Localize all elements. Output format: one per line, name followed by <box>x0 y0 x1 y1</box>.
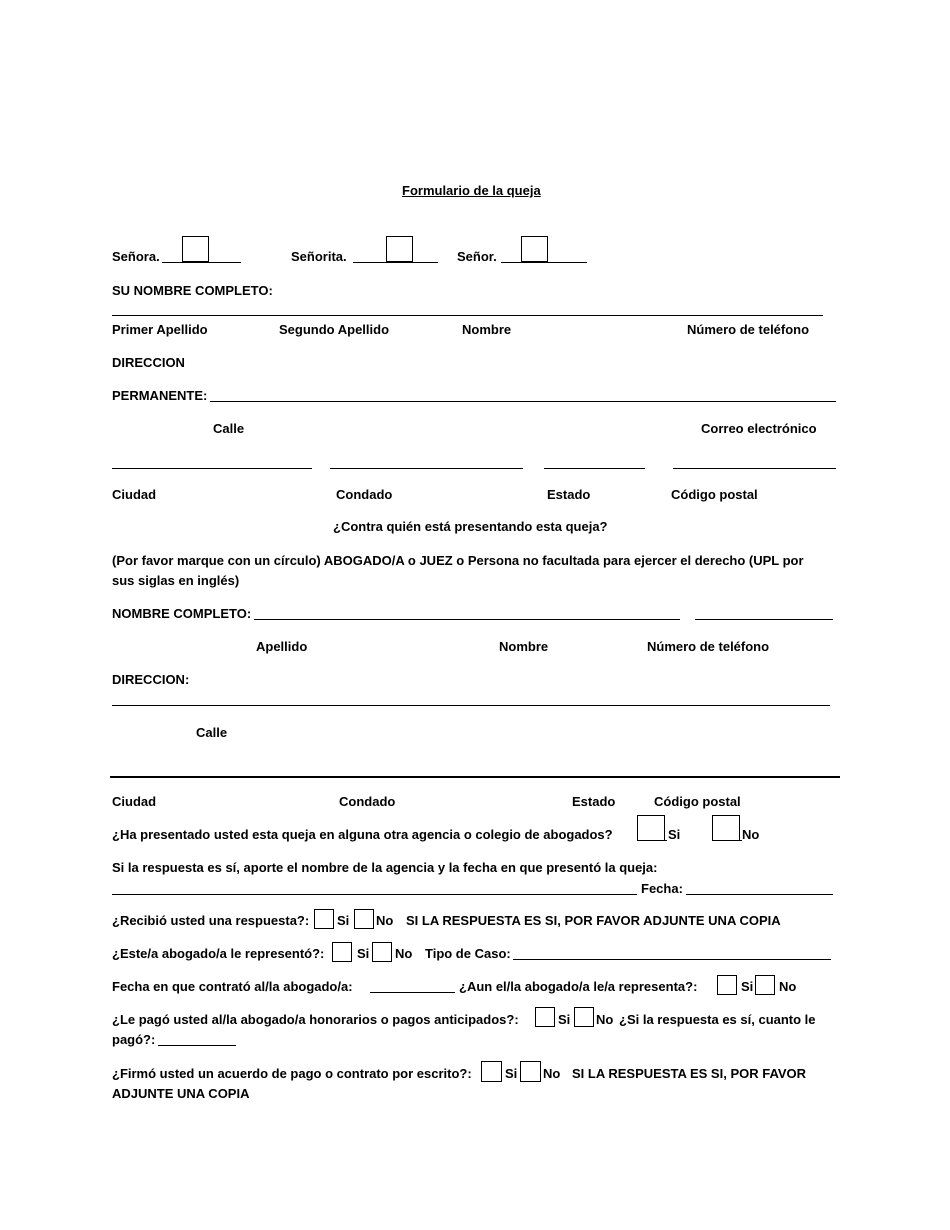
q5-no-label: No <box>779 979 797 994</box>
respondent-codigo-postal-label: Código postal <box>654 794 741 809</box>
estado-field[interactable] <box>544 468 645 469</box>
q6-si-label: Si <box>558 1012 571 1027</box>
q5-si-label: Si <box>741 979 754 994</box>
salutation-senor-label: Señor. <box>457 249 497 264</box>
condado-label: Condado <box>336 487 393 502</box>
correo-label: Correo electrónico <box>701 421 817 436</box>
senor-underline <box>501 262 587 263</box>
form-title: Formulario de la queja <box>402 183 541 198</box>
respondent-ciudad-label: Ciudad <box>112 794 157 809</box>
q7-si-label: Si <box>505 1066 518 1081</box>
q6-line2: pagó?: <box>112 1032 156 1047</box>
q6-label: ¿Le pagó usted al/la abogado/a honorarios o pagos anticipados?: <box>112 1012 519 1027</box>
q4-label: ¿Este/a abogado/a le representó?: <box>112 946 325 961</box>
segundo-apellido-label: Segundo Apellido <box>279 322 390 337</box>
against-instruction-line2: sus siglas en inglés) <box>112 573 240 588</box>
q1-no-label: No <box>742 827 760 842</box>
q6-tail: ¿Si la respuesta es sí, cuanto le <box>619 1012 816 1027</box>
q3-no-label: No <box>376 913 394 928</box>
q3-label: ¿Recibió usted una respuesta?: <box>112 913 310 928</box>
q7-note-line1: SI LA RESPUESTA ES SI, POR FAVOR <box>572 1066 807 1081</box>
direccion-label: DIRECCION <box>112 355 185 370</box>
respondent-apellido-label: Apellido <box>256 639 308 654</box>
respondent-nombre-label: Nombre <box>499 639 549 654</box>
estado-label: Estado <box>547 487 591 502</box>
q3-note: SI LA RESPUESTA ES SI, POR FAVOR ADJUNTE UNA COPIA <box>406 913 781 928</box>
ciudad-label: Ciudad <box>112 487 157 502</box>
respondent-calle-label: Calle <box>196 725 228 740</box>
q5-no-checkbox[interactable] <box>755 975 775 995</box>
q4-si-checkbox[interactable] <box>332 942 352 962</box>
complainant-name-label: SU NOMBRE COMPLETO: <box>112 283 273 298</box>
salutation-senora-label: Señora. <box>112 249 160 264</box>
against-instruction-line1: (Por favor marque con un círculo) ABOGADO/A o JUEZ o Persona no facultada para ejercer el derecho (UPL por <box>112 553 804 568</box>
senora-underline <box>162 262 241 263</box>
q7-no-label: No <box>543 1066 561 1081</box>
primer-apellido-label: Primer Apellido <box>112 322 208 337</box>
q5-si-checkbox[interactable] <box>717 975 737 995</box>
q6-si-checkbox[interactable] <box>535 1007 555 1027</box>
q1-no-checkbox[interactable] <box>712 815 740 841</box>
fecha-contrato-field[interactable] <box>370 992 455 993</box>
q5-label: Fecha en que contrató al/la abogado/a: <box>112 979 353 994</box>
q7-label: ¿Firmó usted un acuerdo de pago o contrato por escrito?: <box>112 1066 472 1081</box>
codigo-postal-field[interactable] <box>673 468 836 469</box>
q1-label: ¿Ha presentado usted esta queja en alguna otra agencia o colegio de abogados? <box>112 827 613 842</box>
q7-si-checkbox[interactable] <box>481 1061 502 1082</box>
fecha-field[interactable] <box>686 894 833 895</box>
q1-si-checkbox[interactable] <box>637 815 665 841</box>
tipo-caso-label: Tipo de Caso: <box>425 946 511 961</box>
telefono-label: Número de teléfono <box>687 322 810 337</box>
q4-si-label: Si <box>357 946 370 961</box>
permanente-label: PERMANENTE: <box>112 388 208 403</box>
q1-si-underline <box>637 840 667 841</box>
ciudad-field[interactable] <box>112 468 312 469</box>
respondent-condado-label: Condado <box>339 794 396 809</box>
q3-si-label: Si <box>337 913 350 928</box>
respondent-address-field[interactable] <box>112 705 830 706</box>
q6-no-checkbox[interactable] <box>574 1007 594 1027</box>
respondent-name-field[interactable] <box>254 619 680 620</box>
q6-no-label: No <box>596 1012 614 1027</box>
agency-field[interactable] <box>112 894 637 895</box>
permanente-field[interactable] <box>210 401 836 402</box>
q3-no-checkbox[interactable] <box>354 909 374 929</box>
q7-no-checkbox[interactable] <box>520 1061 541 1082</box>
fecha-label: Fecha: <box>641 881 683 896</box>
tipo-caso-field[interactable] <box>513 959 831 960</box>
senorita-checkbox[interactable] <box>386 236 413 262</box>
q2-label: Si la respuesta es sí, aporte el nombre de la agencia y la fecha en que presentó la queja: <box>112 860 658 875</box>
respondent-phone-field[interactable] <box>695 619 833 620</box>
q3-si-checkbox[interactable] <box>314 909 334 929</box>
q5b-label: ¿Aun el/la abogado/a le/a representa?: <box>459 979 698 994</box>
q7-note-line2: ADJUNTE UNA COPIA <box>112 1086 250 1101</box>
q1-si-label: Si <box>668 827 681 842</box>
nombre-label: Nombre <box>462 322 512 337</box>
salutation-senorita-label: Señorita. <box>291 249 347 264</box>
codigo-postal-label: Código postal <box>671 487 758 502</box>
senora-checkbox[interactable] <box>182 236 209 262</box>
respondent-estado-label: Estado <box>572 794 616 809</box>
monto-field[interactable] <box>158 1045 236 1046</box>
respondent-city-line[interactable] <box>110 776 840 778</box>
q4-no-checkbox[interactable] <box>372 942 392 962</box>
calle-label: Calle <box>213 421 245 436</box>
q4-no-label: No <box>395 946 413 961</box>
respondent-direccion-label: DIRECCION: <box>112 672 190 687</box>
respondent-telefono-label: Número de teléfono <box>647 639 770 654</box>
respondent-name-label: NOMBRE COMPLETO: <box>112 606 252 621</box>
condado-field[interactable] <box>330 468 523 469</box>
against-question: ¿Contra quién está presentando esta queja? <box>333 519 608 534</box>
senorita-underline <box>353 262 438 263</box>
q1-no-underline <box>712 840 742 841</box>
complainant-name-field[interactable] <box>112 315 823 316</box>
senor-checkbox[interactable] <box>521 236 548 262</box>
